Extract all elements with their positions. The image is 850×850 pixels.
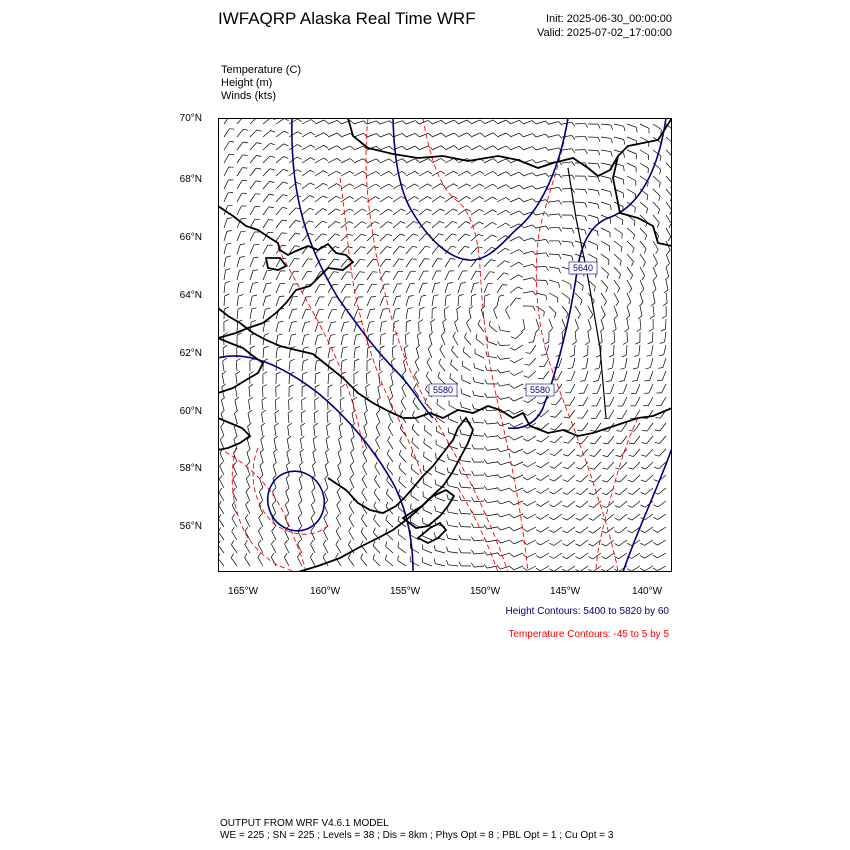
lat-label: 68°N — [179, 174, 202, 185]
lon-label: 160°W — [309, 586, 341, 597]
lat-label: 70°N — [179, 113, 202, 124]
weather-map — [218, 118, 672, 572]
wind-barb-feather — [437, 259, 442, 260]
model-info: OUTPUT FROM WRF V4.6.1 MODEL — [220, 818, 389, 829]
wind-barb — [666, 319, 667, 329]
wind-barb-feather — [622, 234, 623, 239]
wind-barb-feather — [487, 337, 488, 342]
wind-barb-feather — [422, 557, 423, 562]
wind-barb-feather — [578, 418, 583, 419]
variable-temperature: Temperature (C) — [221, 64, 302, 76]
wind-barb — [461, 514, 471, 515]
wind-barb — [445, 309, 446, 319]
lat-label: 62°N — [179, 348, 202, 359]
wind-barb — [474, 488, 484, 489]
wind-barb-feather — [424, 452, 425, 457]
lon-label: 155°W — [389, 586, 421, 597]
wind-barb-feather — [256, 194, 261, 195]
temperature-contour-legend: Temperature Contours: -45 to 5 by 5 — [508, 629, 669, 640]
wind-barb-feather — [385, 272, 390, 273]
wind-barb-feather — [448, 428, 449, 433]
wind-barb-feather — [565, 405, 570, 406]
wind-barb-feather — [605, 393, 610, 394]
wind-barb-feather — [618, 393, 623, 394]
model-config: WE = 225 ; SN = 225 ; Levels = 38 ; Dis = 8km ; Phys Opt = 8 ; PBL Opt = 1 ; Cu Opt = 3 — [220, 830, 614, 841]
wind-barb-feather — [230, 129, 235, 130]
lat-label: 60°N — [179, 406, 202, 417]
lon-label: 150°W — [469, 586, 501, 597]
wind-barb-feather — [373, 272, 378, 273]
variable-height: Height (m) — [221, 77, 273, 89]
lon-label: 145°W — [549, 586, 581, 597]
wind-barb-feather — [450, 259, 455, 260]
wind-barb-feather — [306, 309, 311, 310]
run-times — [537, 12, 672, 40]
lon-label: 165°W — [227, 586, 259, 597]
wind-barb — [536, 267, 546, 268]
lat-label: 64°N — [179, 290, 202, 301]
wind-barb — [406, 322, 407, 332]
valid-time: Valid: 2025-07-02_17:00:00 — [537, 27, 672, 39]
wind-barb-feather — [635, 208, 636, 213]
contour-label: 5640 — [572, 263, 594, 273]
wind-barb-feather — [241, 231, 246, 232]
wind-barb-feather — [623, 180, 624, 185]
wind-barb-feather — [502, 285, 507, 286]
wind-barb — [575, 189, 585, 190]
wind-barb-feather — [242, 168, 247, 169]
contour-label: 5580 — [529, 385, 551, 395]
init-time: Init: 2025-06-30_00:00:00 — [546, 13, 672, 25]
wind-barb — [549, 254, 559, 255]
map-title: IWFAQRP Alaska Real Time WRF — [218, 9, 476, 28]
wind-barb-feather — [228, 205, 233, 206]
height-contour-legend: Height Contours: 5400 to 5820 by 60 — [505, 606, 669, 617]
lon-label: 140°W — [631, 586, 663, 597]
wind-barb — [500, 345, 510, 346]
variable-winds: Winds (kts) — [221, 90, 276, 102]
wind-barb-feather — [294, 259, 299, 260]
wind-barb — [536, 280, 546, 281]
lat-label: 56°N — [179, 521, 202, 532]
wind-barb-feather — [411, 504, 412, 509]
lat-label: 66°N — [179, 232, 202, 243]
lat-label: 58°N — [179, 463, 202, 474]
wind-barb-feather — [566, 380, 571, 381]
contour-label: 5580 — [432, 385, 454, 395]
